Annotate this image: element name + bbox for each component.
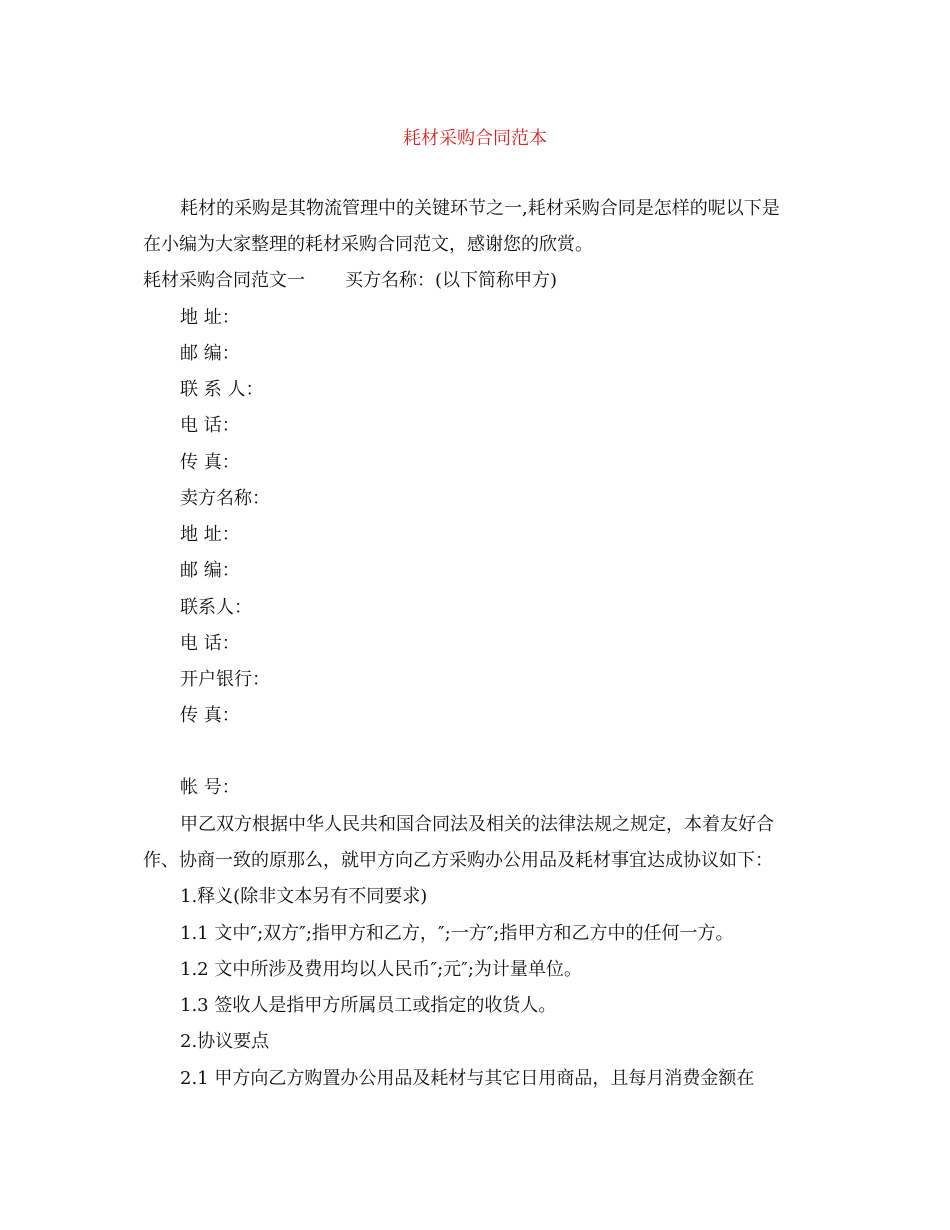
clause-2-1: 2.1 甲方向乙方购置办公用品及耗材与其它日用商品，且每月消费金额在 — [180, 1068, 755, 1089]
clause-2: 2.协议要点 — [180, 1031, 270, 1052]
section-heading: 耗材采购合同范文一 — [143, 270, 305, 291]
intro-line-1: 耗材的采购是其物流管理中的关键环节之一,耗材采购合同是怎样的呢以下是 — [180, 198, 780, 219]
buyer-contact-label: 联 系 人： — [180, 379, 264, 400]
agreement-intro-line-2: 作、协商一致的原那么，就甲方向乙方采购办公用品及耗材事宜达成协议如下： — [143, 850, 773, 871]
seller-postcode-label: 邮 编： — [180, 560, 240, 581]
clause-1-1: 1.1 文中″;双方″;指甲方和乙方，″;一方″;指甲方和乙方中的任何一方。 — [180, 923, 734, 944]
clause-1-3: 1.3 签收人是指甲方所属员工或指定的收货人。 — [180, 995, 557, 1016]
seller-name-label: 卖方名称： — [180, 488, 270, 509]
document-title: 耗材采购合同范本 — [403, 128, 547, 149]
seller-bank-label: 开户银行： — [180, 669, 270, 690]
buyer-address-label: 地 址： — [180, 307, 240, 328]
clause-1-2: 1.2 文中所涉及费用均以人民币″;元″;为计量单位。 — [180, 959, 582, 980]
section-heading-row — [143, 269, 557, 293]
buyer-fax-label: 传 真： — [180, 452, 240, 473]
seller-phone-label: 电 话： — [180, 633, 240, 654]
clause-1: 1.释义(除非文本另有不同要求) — [180, 886, 428, 907]
buyer-phone-label: 电 话： — [180, 415, 240, 436]
intro-line-2: 在小编为大家整理的耗材采购合同范文，感谢您的欣赏。 — [143, 234, 593, 255]
buyer-postcode-label: 邮 编： — [180, 343, 240, 364]
agreement-intro-line-1: 甲乙双方根据中华人民共和国合同法及相关的法律法规之规定，本着友好合 — [180, 814, 774, 835]
seller-address-label: 地 址： — [180, 524, 240, 545]
seller-fax-label: 传 真： — [180, 705, 240, 726]
buyer-name-label: 买方名称：(以下简称甲方) — [345, 270, 558, 291]
account-label: 帐 号： — [180, 777, 240, 798]
seller-contact-label: 联系人： — [180, 597, 252, 618]
